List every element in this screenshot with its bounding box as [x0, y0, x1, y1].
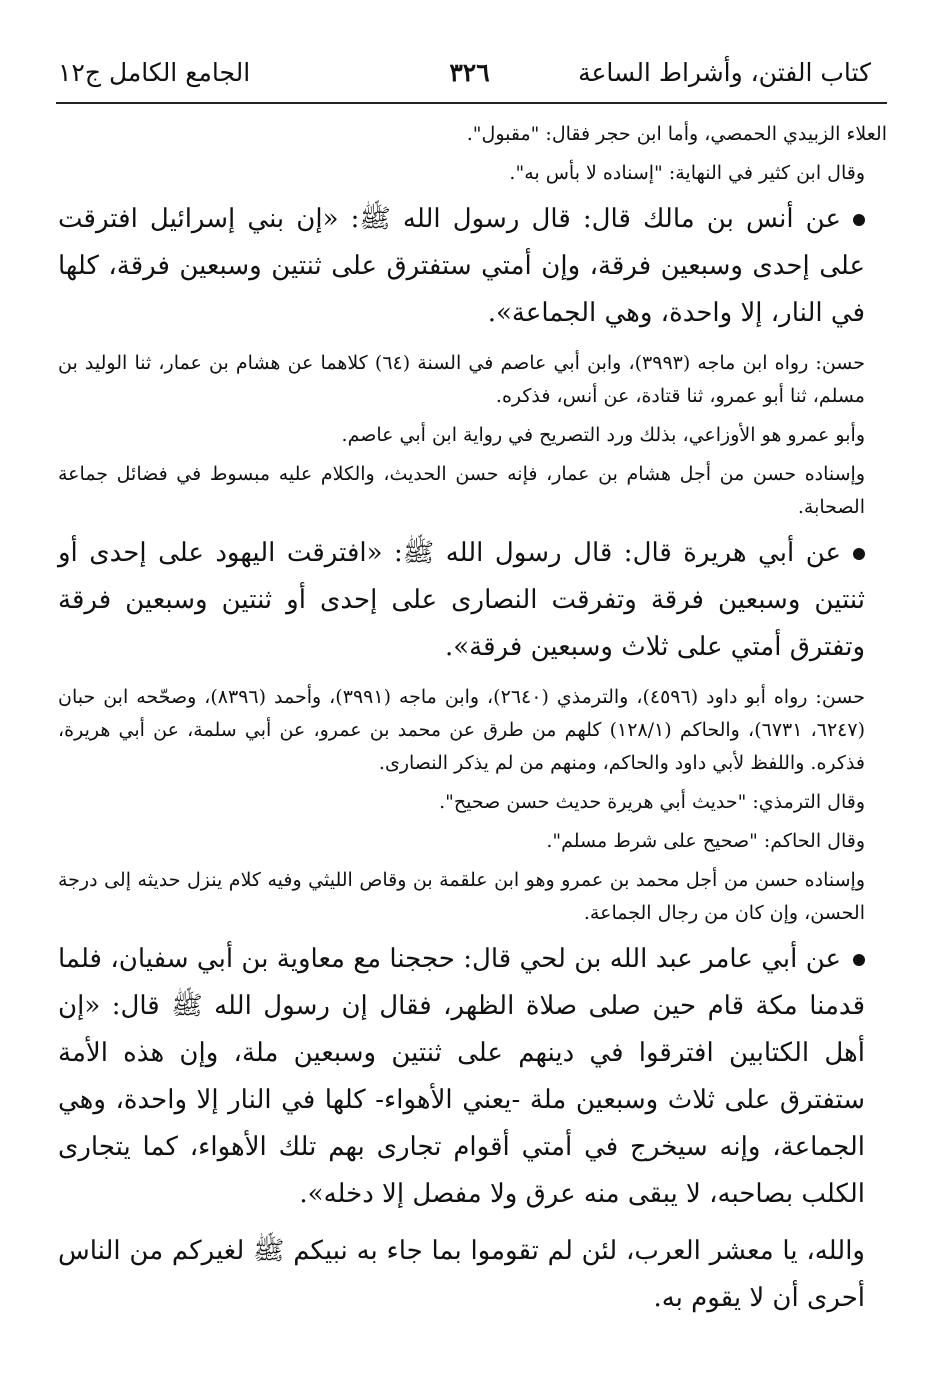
header-rule: [56, 102, 887, 104]
note-paragraph: وأبو عمرو هو الأوزاعي، بذلك ورد التصريح في رواية ابن أبي عاصم.: [341, 424, 865, 446]
note-paragraph: حسن: رواه ابن ماجه (٣٩٩٣)، وابن أبي عاصم في السنة (٦٤) كلاهما عن هشام بن عمار، ثنا الوليد بن مسلم، ثنا أبو عمرو، ثنا قتادة، عن أنس، فذكره.: [58, 352, 865, 407]
page-number: ٣٢٦: [449, 58, 490, 87]
note-paragraph: وقال الترمذي: "حديث أبي هريرة حديث حسن صحيح".: [439, 791, 865, 813]
header-book-section: كتاب الفتن، وأشراط الساعة: [578, 58, 871, 87]
hadith-paragraph: عن أنس بن مالك قال: قال رسول الله ﷺ: «إن بني إسرائيل افترقت على إحدى وسبعين فرقة، وإن أمتي ستفترق على ثنتين وسبعين فرقة، كلها في النار، إلا واحدة، وهي الجماعة».: [58, 204, 865, 328]
hadith-paragraph: عن أبي عامر عبد الله بن لحي قال: حججنا مع معاوية بن أبي سفيان، فلما قدمنا مكة قام حين صلى صلاة الظهر، فقال إن رسول الله ﷺ قال: «إن أهل الكتابين افترقوا في دينهم على ثنتين وسبعين ملة، وإن هذه الأمة ستفترق على ثلاث وسبعين ملة -يعني الأهواء- كلها في النار إلا واحدة، وهي الجماعة، وإنه سيخرج في أمتي أقوام تجارى بهم تلك الأهواء، كما يتجارى الكلب بصاحبه، لا يبقى منه عرق ولا مفصل إلا دخله».: [58, 944, 865, 1209]
note-paragraph: وإسناده حسن من أجل محمد بن عمرو وهو ابن علقمة بن وقاص الليثي وفيه كلام ينزل حديثه إلى درجة الحسن، وإن كان من رجال الجماعة.: [58, 869, 865, 924]
note-paragraph: وقال ابن كثير في النهاية: "إسناده لا بأس به".: [509, 162, 865, 184]
header-book-title: الجامع الكامل ج١٢: [58, 58, 251, 87]
note-paragraph: حسن: رواه أبو داود (٤٥٩٦)، والترمذي (٢٦٤٠)، وابن ماجه (٣٩٩١)، وأحمد (٨٣٩٦)، وصحّحه ابن حبان (٦٢٤٧، ٦٧٣١)، والحاكم (١٢٨/١) كلهم من طرق عن محمد بن عمرو، عن أبي سلمة، عن أبي هريرة، فذكره. واللفظ لأبي داود والحاكم، ومنهم من لم يذكر النصارى.: [58, 686, 866, 774]
page-body: [58, 118, 887, 1332]
closing-paragraph: والله، يا معشر العرب، لئن لم تقوموا بما جاء به نبيكم ﷺ لغيركم من الناس أحرى أن لا يقوم به.: [58, 1236, 865, 1313]
bullet-icon: [853, 214, 865, 226]
bullet-icon: [853, 548, 865, 560]
note-paragraph: العلاء الزبيدي الحمصي، وأما ابن حجر فقال: "مقبول".: [466, 123, 887, 145]
bullet-icon: [853, 954, 865, 966]
note-paragraph: وقال الحاكم: "صحيح على شرط مسلم".: [546, 830, 865, 852]
hadith-paragraph: عن أبي هريرة قال: قال رسول الله ﷺ: «افترقت اليهود على إحدى أو ثنتين وسبعين فرقة وتفرقت النصارى على إحدى أو ثنتين وسبعين فرقة وتفترق أمتي على ثلاث وسبعين فرقة».: [58, 538, 865, 662]
running-header: [58, 58, 881, 98]
note-paragraph: وإسناده حسن من أجل هشام بن عمار، فإنه حسن الحديث، والكلام عليه مبسوط في فضائل جماعة الصحابة.: [58, 463, 865, 518]
